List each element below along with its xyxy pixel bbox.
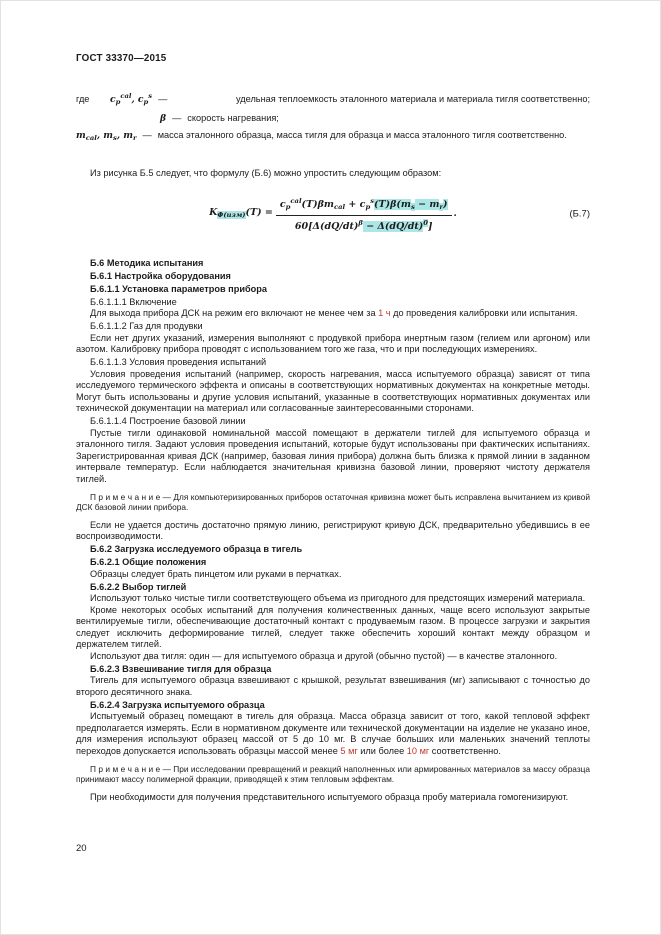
symbol-token: β — [160, 113, 167, 124]
paragraph: Пустые тигли одинаковой номинальной массой помещают в держатели тиглей для испытуемого образца и эталонного тигля. Задают условия проведения испытаний, которые будут использованы при фактических испытаниях. Зарегистрированная кривая ДСК (например, базовая линия прибора) должна быть близка к прямой линии в заданном интервале температур. Если наблюдается значительная кривизна базовой линии, проверяют чистоту держателя тиглей. — [76, 427, 590, 484]
paragraph: Условия проведения испытаний (например, скорость нагревания, масса испытуемого образца) зависят от типа исследуемого термического эффекта и описаны в соответствующих нормативных документах на конкретные методы. Могут быть использованы и другие условия испытаний, указанные в соответствующих нормативных документах или технической документации на материал или согласованные заинтересованными сторонами. — [76, 368, 590, 413]
paragraph: Используют только чистые тигли соответствующего объема из пригодного для предстоящих измерений материала. — [90, 593, 586, 604]
section-heading: Б.6.2 Загрузка исследуемого образца в тигель — [90, 544, 303, 555]
section-heading: Б.6.2.2 Выбор тиглей — [90, 581, 187, 592]
section-heading: Б.6 Методика испытания — [90, 257, 204, 268]
definition-symbol — [160, 113, 166, 125]
page-number: 20 — [76, 842, 87, 854]
text-segment: Для выхода прибора ДСК на режим его включают не менее чем за — [90, 308, 379, 318]
section-heading: Б.6.2.1 Общие положения — [90, 557, 207, 568]
definition-row — [76, 91, 590, 109]
text-segment: Испытуемый образец помещают в тигель для образца. Масса образца зависит от того, какой тепловой эффект предполагается измерять. Если в нормативном документе или технической документации на изделие не указано иное, для измерения используют образец массой от 5 до 10 мг. В случае больших или маленьких значений теплоты переходов допускается использовать образцы массой менее — [76, 711, 590, 756]
formula-period: . — [453, 208, 457, 219]
paragraph: Кроме некоторых особых испытаний для получения количественных данных, чаще всего используют закрытые вентилируемые тигли, обеспечивающие достаточный контакт с продуваемым газом. В процессе загрузки и закрытия следует исключить деформирование тиглей, следует также обеспечить хороший контакт между образцом и держателем тиглей. — [76, 604, 590, 650]
symbol-token: m — [76, 129, 86, 141]
symbol-token: p — [143, 97, 149, 106]
formula-token: cal — [290, 196, 302, 205]
definition-dash: — — [142, 129, 152, 140]
formula-token: − m — [414, 198, 440, 210]
formula-token: p — [365, 202, 371, 211]
formula-token: ) — [443, 198, 448, 210]
symbol-token: s — [112, 133, 117, 142]
paragraph — [76, 711, 590, 757]
subclause-heading: Б.6.1.1.3 Условия проведения испытаний — [90, 357, 267, 367]
symbol-token: , m — [96, 129, 113, 141]
note: П р и м е ч а н и е — Для компьютеризированных приборов остаточная кривизна может быть исправлена вычитанием из кривой ДСК базовой линии прибора. — [76, 492, 590, 513]
subclause-heading: Б.6.1.1.2 Газ для продувки — [90, 321, 203, 331]
formula-lhs — [209, 207, 273, 221]
paragraph: Если не удается достичь достаточно прямую линию, регистрируют кривую ДСК, предварительно убедившись в ее воспроизводимости. — [76, 519, 590, 542]
paragraph: Образцы следует брать пинцетом или руками в перчатках. — [90, 568, 342, 579]
symbol-token: cal — [120, 91, 132, 100]
paragraph: При необходимости для получения представительного испытуемого образца пробу материала гомогенизируют. — [90, 791, 569, 802]
document-body — [76, 258, 590, 804]
symbol-token: p — [115, 97, 121, 106]
formula-numerator — [276, 196, 452, 216]
symbol-token: , c — [131, 93, 144, 105]
symbol-token: r — [132, 133, 137, 142]
formula-token: K — [209, 206, 218, 218]
section-heading: Б.6.2.4 Загрузка испытуемого образца — [90, 699, 265, 710]
doc-header: ГОСТ 33370—2015 — [76, 53, 167, 64]
definition-description: скорость нагревания; — [187, 113, 279, 123]
formula-token: (T)β — [374, 198, 397, 210]
paragraph: Если нет других указаний, измерения выполняют с продувкой прибора инертным газом (гелием или аргоном) или азотом. Калибровку прибора проводят с использованием того же газа, что и при последующих измерениях. — [76, 332, 590, 354]
definition-row — [76, 130, 590, 145]
formula-token: + c — [345, 198, 366, 210]
subclause-heading: Б.6.1.1.4 Построение базовой линии — [90, 416, 246, 426]
definitions-block — [76, 91, 590, 145]
formula-token: 60 — [294, 220, 309, 232]
formula-token: (T)βm — [301, 198, 334, 210]
note: П р и м е ч а н и е — При исследовании превращений и реакций наполненных или армированных материалов за массу образца принимают массу полимерной фракции, приводящей к этим тепловым эффектам. — [76, 764, 590, 785]
definition-description: масса эталонного образца, масса тигля для образца и масса эталонного тигля соответственно. — [157, 129, 567, 140]
formula-token: 0 — [423, 218, 428, 227]
section-heading: Б.6.1 Настройка оборудования — [90, 270, 231, 281]
symbol-token: s — [148, 91, 153, 100]
highlighted-text: 5 мг — [340, 745, 358, 756]
definition-lead-word: где — [76, 93, 90, 104]
paragraph: Используют два тигля: один — для испытуемого образца и другой (обычно пустой) — в качестве эталонного. — [90, 650, 558, 661]
text-segment: или более — [357, 745, 407, 756]
definition-dash: — — [158, 93, 168, 104]
formula-token: c — [279, 198, 286, 210]
symbol-token: c — [110, 93, 116, 105]
definition-description: удельная теплоемкость эталонного материала и материала тигля соответственно; — [235, 93, 590, 104]
formula-number-label: (Б.7) — [569, 208, 590, 219]
formula-fraction — [276, 196, 452, 232]
definition-symbol — [76, 130, 137, 145]
formula-token: s — [410, 202, 415, 211]
formula-token: Φ(изм) — [217, 210, 246, 219]
formula-token: − Δ(dQ/dt) — [362, 220, 424, 232]
formula-token: cal — [333, 202, 346, 211]
formula-token: (T) = — [245, 206, 273, 218]
formula-token: p — [285, 202, 291, 211]
formula — [76, 196, 590, 232]
formula-token: ] — [427, 220, 433, 232]
text-segment: до проведения калибровки или испытания. — [390, 308, 578, 318]
formula-token: [ — [308, 220, 313, 232]
section-heading: Б.6.1.1 Установка параметров прибора — [90, 283, 267, 294]
formula-token: (m — [396, 198, 411, 210]
formula-denominator — [291, 216, 437, 232]
highlighted-text: 1 ч — [378, 308, 391, 318]
symbol-token: , m — [116, 129, 133, 141]
formula-token: s — [370, 196, 375, 205]
paragraph: Тигель для испытуемого образца взвешивают с крышкой, результат взвешивания (мг) записывают с точностью до второго десятичного знака. — [76, 675, 590, 697]
formula-token: β — [358, 218, 363, 227]
paragraph — [76, 308, 590, 320]
formula-token: Δ(dQ/dt) — [312, 220, 359, 232]
formula-intro-paragraph: Из рисунка Б.5 следует, что формулу (Б.6) можно упростить следующим образом: — [90, 168, 442, 178]
definition-dash: — — [172, 113, 182, 123]
definition-symbol — [110, 91, 152, 109]
subclause-heading: Б.6.1.1.1 Включение — [90, 296, 177, 307]
symbol-token: cal — [85, 133, 97, 142]
definition-row — [76, 113, 590, 125]
highlighted-text: 10 мг — [406, 745, 430, 756]
text-segment: соответственно. — [429, 745, 501, 756]
formula-token: r — [439, 202, 444, 211]
section-heading: Б.6.2.3 Взвешивание тигля для образца — [90, 663, 272, 674]
